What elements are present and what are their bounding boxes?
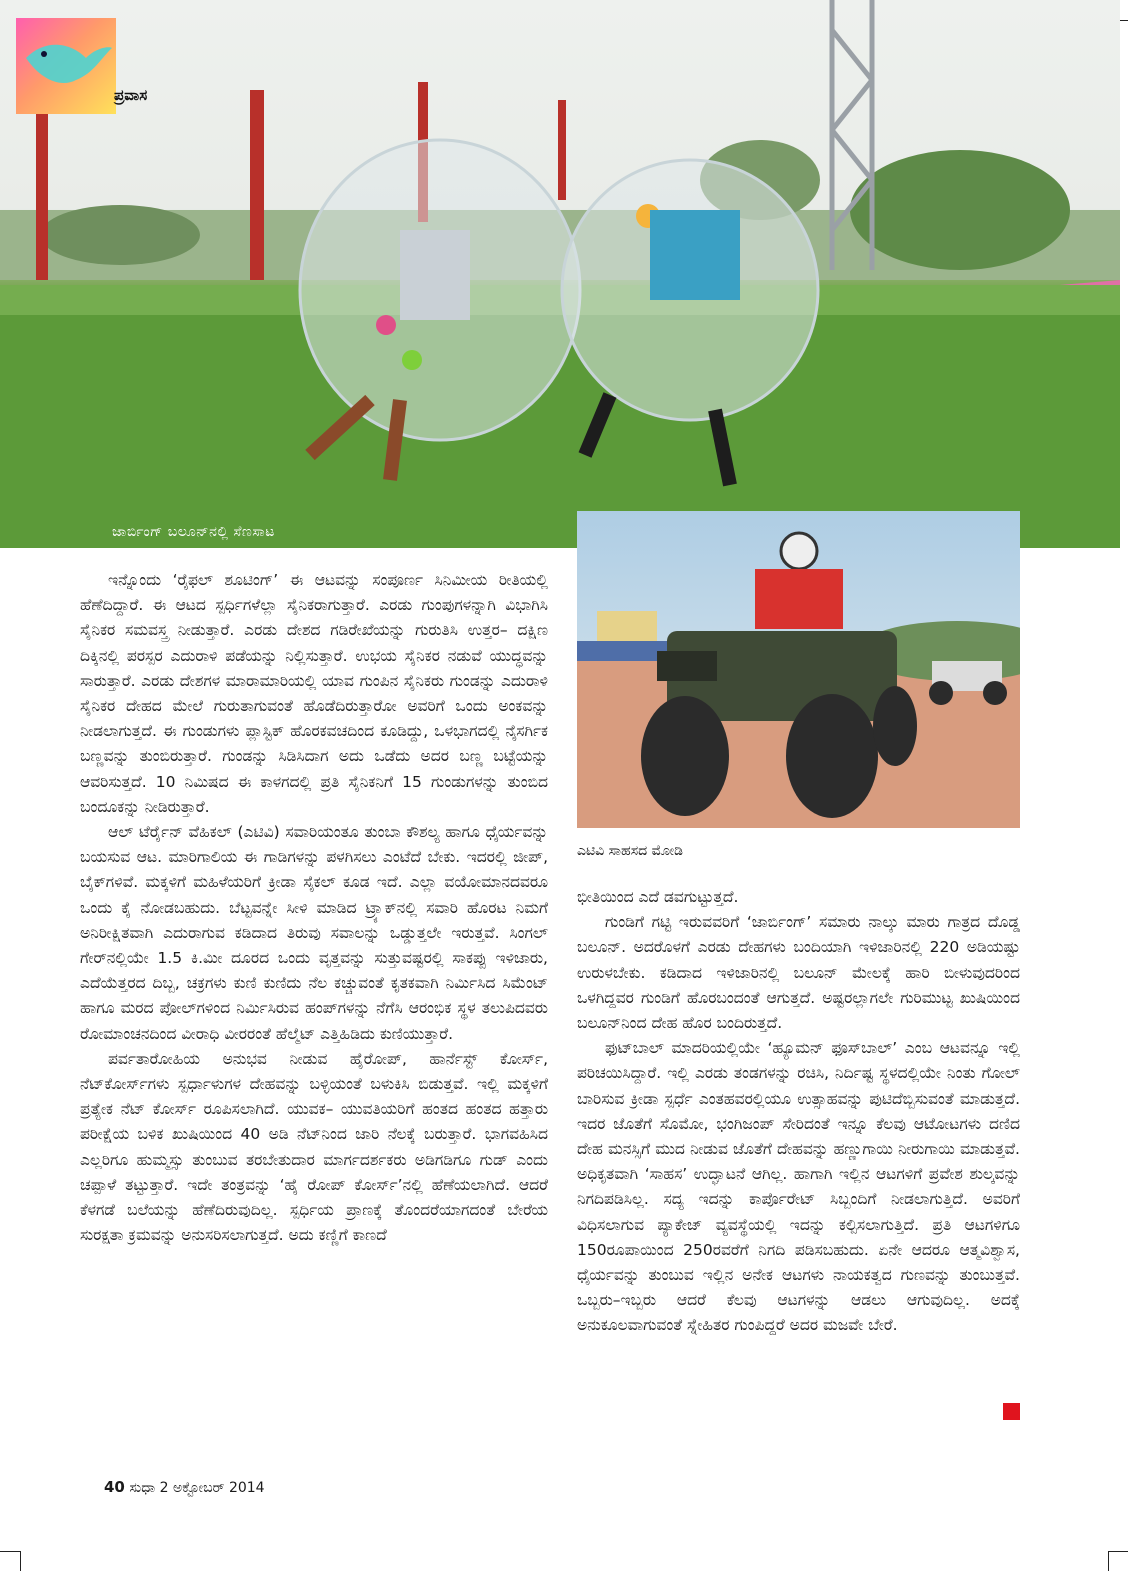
- second-atv-wheel: [983, 681, 1007, 705]
- rider-helmet: [781, 533, 817, 569]
- crop-mark-bottom-left-h: [0, 1551, 20, 1552]
- second-atv-wheel: [929, 681, 953, 705]
- atv-photo-caption: ಎಟಿವಿ ಸಾಹಸದ ಮೋಡಿ: [577, 843, 683, 859]
- ball-handle-dot: [376, 315, 396, 335]
- atv-wheel: [786, 694, 878, 818]
- article-end-mark: [1003, 1403, 1020, 1420]
- player-leg: [390, 400, 400, 480]
- article-column-left: [80, 568, 548, 1248]
- page-footer: [104, 1478, 265, 1496]
- crop-mark-bottom-left: [20, 1551, 21, 1571]
- red-pole: [36, 110, 48, 280]
- player-left-shirt: [400, 230, 470, 320]
- red-pole: [250, 90, 264, 280]
- hero-photo-zorbing: [0, 0, 1120, 548]
- atv-wheel: [641, 696, 729, 816]
- crop-mark-bottom-right-h: [1108, 1551, 1128, 1552]
- tree-left: [40, 205, 200, 265]
- atv-photo: [577, 511, 1020, 828]
- paragraph: ಗುಂಡಿಗೆ ಗಟ್ಟಿ ಇರುವವರಿಗೆ ‘ಜಾರ್ಬಿಂಗ್’ ಸಮಾರು ನಾಲ್ಕು ಮಾರು ಗಾತ್ರದ ದೊಡ್ಡ ಬಲೂನ್. ಅದರೊಳಗೆ ಎರಡು ದೇಹಗಳು ಬಂದಿಯಾಗಿ ಇಳಿಜಾರಿನಲ್ಲಿ 220 ಅಡಿಯಷ್ಟು ಉರುಳಬೇಕು. ಕಡಿದಾದ ಇಳಿಜಾರಿನಲ್ಲಿ ಬಲೂನ್ ಮೇಲಕ್ಕೆ ಹಾರಿ ಬೀಳುವುದರಿಂದ ಒಳಗಿದ್ದವರ ಗುಂಡಿಗೆ ಹೊರಬಂದಂತೆ ಆಗುತ್ತದೆ. ಅಷ್ಟರಲ್ಲಾಗಲೇ ಗುರಿಮುಟ್ಟ ಖುಷಿಯಿಂದ ಬಲೂನ್‌ನಿಂದ ದೇಹ ಹೊರ ಬಂದಿರುತ್ತದೆ.: [577, 913, 1020, 1033]
- tree-right: [850, 150, 1070, 270]
- magazine-name: ಸುಧಾ: [129, 1480, 156, 1496]
- paragraph: ಪರ್ವತಾರೋಹಿಯ ಅನುಭವ ನೀಡುವ ಹೈರೋಪ್, ಹಾರ್ನೆಸ್ಟ್ ಕೋರ್ಸ್, ನೆಟ್‌ಕೋರ್ಸ್‌ಗಳು ಸ್ಪರ್ಧಾಳುಗಳ ದೇಹವನ್ನು ಬಳ್ಳಿಯಂತೆ ಬಳುಕಿಸಿ ಬಿಡುತ್ತವೆ. ಇಲ್ಲಿ ಮಕ್ಕಳಿಗೆ ಪ್ರತ್ಯೇಕ ನೆಟ್ ಕೋರ್ಸ್ ರೂಪಿಸಲಾಗಿದೆ. ಯುವಕ– ಯುವತಿಯರಿಗೆ ಹಂತದ ಹಂತದ ಹತ್ತಾರು ಪರೀಕ್ಷೆಯ ಬಳಿಕ ಖುಷಿಯಿಂದ 40 ಅಡಿ ನೆಟ್‌ನಿಂದ ಜಾರಿ ನೆಲಕ್ಕೆ ಬರುತ್ತಾರೆ. ಭಾಗವಹಿಸಿದ ಎಲ್ಲರಿಗೂ ಹುಮ್ಮಸ್ಸು ತುಂಬುವ ತರಬೇತುದಾರ ಮಾರ್ಗದರ್ಶಕರು ಅಡಿಗಡಿಗೂ ಗುಡ್ ಎಂದು ಚಪ್ಪಾಳೆ ತಟ್ಟುತ್ತಾರೆ. ಇದೇ ತಂತ್ರವನ್ನು ‘ಹೈ ರೋಪ್ ಕೋರ್ಸ್’ನಲ್ಲಿ ಹೆಣೆಯಲಾಗಿದೆ. ಆದರೆ ಕೆಳಗಡೆ ಬಲೆಯನ್ನು ಹೆಣೆದಿರುವುದಿಲ್ಲ. ಸ್ಪರ್ಧಿಯ ಪ್ರಾಣಕ್ಕೆ ತೊಂದರೆಯಾಗದಂತೆ ಬೇರೆಯ ಸುರಕ್ಷತಾ ಕ್ರಮವನ್ನು ಅನುಸರಿಸಲಾಗುತ್ತದೆ. ಅದು ಕಣ್ಣಿಗೆ ಕಾಣದೆ: [80, 1049, 548, 1245]
- article-column-right: [577, 885, 1020, 1339]
- hero-illustration: [0, 0, 1120, 548]
- paragraph: ಆಲ್ ಟೆರ್ರೈನ್ ವೆಹಿಕಲ್ (ಎಟಿವಿ) ಸವಾರಿಯಂತೂ ತುಂಬಾ ಕೌಶಲ್ಯ ಹಾಗೂ ಧೈರ್ಯವನ್ನು ಬಯಸುವ ಆಟ. ಮಾರಿಗಾಲಿಯ ಈ ಗಾಡಿಗಳನ್ನು ಪಳಗಿಸಲು ಎಂಟೆದೆ ಬೇಕು. ಇದರಲ್ಲಿ ಜೀಪ್, ಬೈಕ್‌ಗಳಿವೆ. ಮಕ್ಕಳಿಗೆ ಮಹಿಳೆಯರಿಗೆ ಕ್ರೀಡಾ ಸೈಕಲ್ ಕೂಡ ಇದೆ. ಎಲ್ಲಾ ವಯೋಮಾನದವರೂ ಒಂದು ಕೈ ನೋಡಬಹುದು. ಬೆಟ್ಟವನ್ನೇ ಸೀಳಿ ಮಾಡಿದ ಟ್ರ್ಯಾಕ್‌ನಲ್ಲಿ ಸವಾರಿ ಹೊರಟ ನಿಮಗೆ ಅನಿರೀಕ್ಷಿತವಾಗಿ ಎದುರಾಗುವ ಕಡಿದಾದ ತಿರುವು ಸವಾಲನ್ನು ಒಡ್ಡುತ್ತಲೇ ಇರುತ್ತವೆ. ಸಿಂಗಲ್ ಗೇರ್‌ನಲ್ಲಿಯೇ 1.5 ಕಿ.ಮೀ ದೂರದ ಒಂದು ವೃತ್ತವನ್ನು ಸುತ್ತುವಷ್ಟರಲ್ಲಿ ಸಾಕಪ್ಪು ಇಳಿಜಾರು, ಎದೆಯೆತ್ತರದ ದಿಬ್ಬ, ಚಕ್ರಗಳು ಕುಣಿ ಕುಣಿದು ನೆಲ ಕಚ್ಚುವಂತೆ ಕೃತಕವಾಗಿ ನಿರ್ಮಿಸಿದ ಸಿಮೆಂಟ್ ಹಾಗೂ ಮರದ ಪೋಲ್‌ಗಳಿಂದ ನಿರ್ಮಿಸಿರುವ ಹಂಪ್‌ಗಳನ್ನು ನೆಗೆಸಿ ಆರಂಭಿಕ ಸ್ಥಳ ತಲುಪಿದವರು ರೋಮಾಂಚನದಿಂದ ವೀರಾಧಿ ವೀರರಂತೆ ಹೆಲ್ಮೆಟ್ ಎತ್ತಿಹಿಡಿದು ಕುಣಿಯುತ್ತಾರೆ.: [80, 823, 548, 1043]
- atv-illustration: [577, 511, 1020, 828]
- atv-wheel: [873, 686, 917, 766]
- crop-mark-bottom-right: [1108, 1551, 1109, 1571]
- paragraph: ಫುಟ್‌ಬಾಲ್ ಮಾದರಿಯಲ್ಲಿಯೇ ‘ಹ್ಯೂಮನ್ ಫೂಸ್‌ಬಾಲ್’ ಎಂಬ ಆಟವನ್ನೂ ಇಲ್ಲಿ ಪರಿಚಯಿಸಿದ್ದಾರೆ. ಇಲ್ಲಿ ಎರಡು ತಂಡಗಳನ್ನು ರಚಿಸಿ, ನಿರ್ದಿಷ್ಟ ಸ್ಥಳದಲ್ಲಿಯೇ ನಿಂತು ಗೋಲ್ ಬಾರಿಸುವ ಕ್ರೀಡಾ ಸ್ಪರ್ಧೆ ಎಂತಹವರಲ್ಲಿಯೂ ಉತ್ಸಾಹವನ್ನು ಪುಟಿದೆಬ್ಬಿಸುವಂತೆ ಮಾಡುತ್ತದೆ. ಇದರ ಜೊತೆಗೆ ಸೊಮೋ, ಭಂಗಿಜಂಪ್ ಸೇರಿದಂತೆ ಇನ್ನೂ ಕೆಲವು ಆಟೋಟಗಳು ದಣಿದ ದೇಹ ಮನಸ್ಸಿಗೆ ಮುದ ನೀಡುವ ಜೊತೆಗೆ ದೇಹವನ್ನು ಹಣ್ಣುಗಾಯಿ ನೀರುಗಾಯಿ ಮಾಡುತ್ತವೆ. ಅಧಿಕೃತವಾಗಿ ‘ಸಾಹಸ’ ಉದ್ಘಾಟನೆ ಆಗಿಲ್ಲ. ಹಾಗಾಗಿ ಇಲ್ಲಿನ ಆಟಗಳಿಗೆ ಪ್ರವೇಶ ಶುಲ್ಕವನ್ನು ನಿಗದಿಪಡಿಸಿಲ್ಲ. ಸದ್ಯ ಇದನ್ನು ಕಾರ್ಪೊರೇಟ್ ಸಿಬ್ಬಂದಿಗೆ ನೀಡಲಾಗುತ್ತಿದೆ. ಅವರಿಗೆ ವಿಧಿಸಲಾಗುವ ಪ್ಯಾಕೇಜ್ ವ್ಯವಸ್ಥೆಯಲ್ಲಿ ಇದನ್ನು ಕಲ್ಪಿಸಲಾಗುತ್ತಿದೆ. ಪ್ರತಿ ಆಟಗಳಿಗೂ 150ರೂಪಾಯಿಂದ 250ರವರೆಗೆ ನಿಗದಿ ಪಡಿಸಬಹುದು. ಏನೇ ಆದರೂ ಆತ್ಮವಿಶ್ವಾಸ, ಧೈರ್ಯವನ್ನು ತುಂಬುವ ಇಲ್ಲಿನ ಅನೇಕ ಆಟಗಳು ನಾಯಕತ್ವದ ಗುಣವನ್ನು ತುಂಬುತ್ತವೆ. ಒಬ್ಬರು–ಇಬ್ಬರು ಆದರೆ ಕೆಲವು ಆಟಗಳನ್ನು ಆಡಲು ಆಗುವುದಿಲ್ಲ. ಅದಕ್ಕೆ ಅನುಕೂಲವಾಗುವಂತೆ ಸ್ನೇಹಿತರ ಗುಂಪಿದ್ದರೆ ಅದರ ಮಜವೇ ಬೇರೆ.: [577, 1039, 1020, 1335]
- atv-front-rack: [657, 651, 717, 681]
- page-number: 40: [104, 1478, 125, 1496]
- paragraph: ಭೀತಿಯಿಂದ ಎದೆ ಡವಗುಟ್ಟುತ್ತದೆ.: [577, 888, 739, 906]
- distant-sign: [597, 611, 657, 641]
- ball-handle-dot: [402, 350, 422, 370]
- paragraph: ಇನ್ನೊಂದು ‘ರೈಫಲ್ ಶೂಟಿಂಗ್’ ಈ ಆಟವನ್ನು ಸಂಪೂರ್ಣ ಸಿನಿಮೀಯ ರೀತಿಯಲ್ಲಿ ಹೆಣೆದಿದ್ದಾರೆ. ಈ ಆಟದ ಸ್ಪರ್ಧಿಗಳೆಲ್ಲಾ ಸೈನಿಕರಾಗುತ್ತಾರೆ. ಎರಡು ಗುಂಪುಗಳನ್ನಾಗಿ ವಿಭಾಗಿಸಿ ಸೈನಿಕರ ಸಮವಸ್ತ್ರ ನೀಡುತ್ತಾರೆ. ಎರಡು ದೇಶದ ಗಡಿರೇಖೆಯನ್ನು ಗುರುತಿಸಿ ಉತ್ತರ– ದಕ್ಷಿಣ ದಿಕ್ಕಿನಲ್ಲಿ ಪರಸ್ಪರ ಎದುರಾಳಿ ಪಡೆಯನ್ನು ನಿಲ್ಲಿಸುತ್ತಾರೆ. ಉಭಯ ಸೈನಿಕರ ನಡುವೆ ಯುದ್ಧವನ್ನು ಸಾರುತ್ತಾರೆ. ಎರಡು ದೇಶಗಳ ಮಾರಾಮಾರಿಯಲ್ಲಿ ಯಾವ ಗುಂಪಿನ ಸೈನಿಕರು ಗುಂಡನ್ನು ಎದುರಾಳಿ ಸೈನಿಕರ ದೇಹದ ಮೇಲೆ ಗುರುತಾಗುವಂತೆ ಹೊಡೆದಿರುತ್ತಾರೋ ಅವರಿಗೆ ಒಂದು ಅಂಕವನ್ನು ನೀಡಲಾಗುತ್ತದೆ. ಈ ಗುಂಡುಗಳು ಪ್ಲಾಸ್ಟಿಕ್ ಹೊರಕವಚದಿಂದ ಕೂಡಿದ್ದು, ಒಳಭಾಗದಲ್ಲಿ ನೈಸರ್ಗಿಕ ಬಣ್ಣವನ್ನು ತುಂಬಿರುತ್ತಾರೆ. ಗುಂಡನ್ನು ಸಿಡಿಸಿದಾಗ ಅದು ಒಡೆದು ಅದರ ಬಣ್ಣ ಬಟ್ಟೆಯನ್ನು ಆವರಿಸುತ್ತದೆ. 10 ನಿಮಿಷದ ಈ ಕಾಳಗದಲ್ಲಿ ಪ್ರತಿ ಸೈನಿಕನಿಗೆ 15 ಗುಂಡುಗಳನ್ನು ತುಂಬಿದ ಬಂದೂಕನ್ನು ನೀಡಿರುತ್ತಾರೆ.: [80, 571, 548, 816]
- hero-photo-caption: ಜಾರ್ಬಿಂಗ್ ಬಲೂನ್‌ನಲ್ಲಿ ಸೆಣಸಾಟ: [112, 524, 275, 540]
- player-right-shirt: [650, 210, 740, 300]
- issue-date: 2 ಅಕ್ಟೋಬರ್ 2014: [159, 1480, 265, 1496]
- bird-icon: [16, 18, 116, 114]
- red-pole: [558, 100, 566, 200]
- rider-jacket: [755, 569, 843, 629]
- section-logo-bird: [16, 18, 116, 114]
- section-label: ಪ್ರವಾಸ: [114, 86, 148, 104]
